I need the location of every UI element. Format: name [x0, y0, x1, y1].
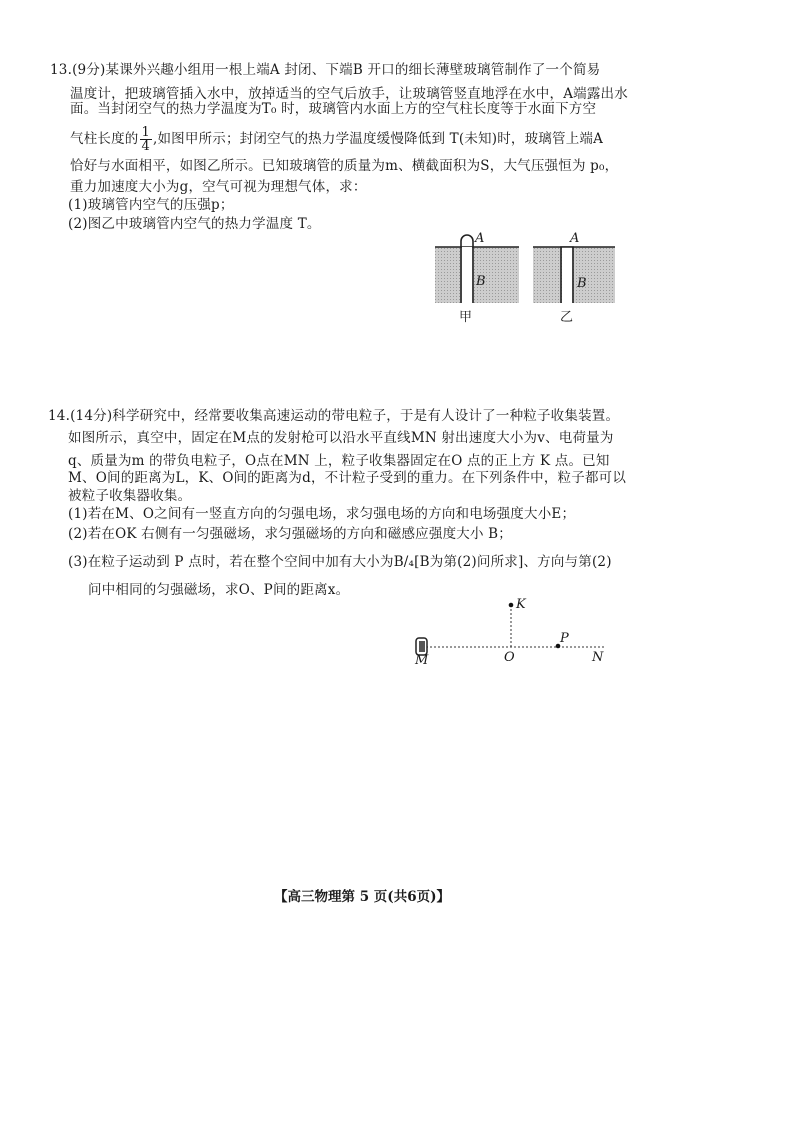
- label-p: P: [560, 631, 569, 646]
- figure-jia-caption: 甲: [459, 310, 473, 325]
- q13-line-6: 重力加速度大小为g，空气可视为理想气体，求：: [70, 179, 367, 195]
- q13-line-4: [70, 124, 603, 154]
- fraction-numerator: 1: [141, 125, 150, 140]
- emitter-gun-barrel: [419, 641, 425, 652]
- q14-sub-3a: (3)在粒子运动到 P 点时，若在整个空间中加有大小为B/₄[B为第(2)问所求]、方向与第(2): [68, 554, 612, 570]
- q13-line-1: 13.(9分)某课外兴趣小组用一根上端A 封闭、下端B 开口的细长薄壁玻璃管制作了一个简易: [50, 62, 601, 78]
- q14-line-2: 如图所示，真空中，固定在M点的发射枪可以沿水平直线MN 射出速度大小为v、电荷量为: [68, 430, 614, 446]
- page-footer-text: 【高三物理第 5 页(共6页)】: [274, 889, 450, 905]
- water-region: [533, 247, 615, 303]
- fraction-one-quarter: [140, 126, 152, 153]
- q13-line-5: 恰好与水面相平，如图乙所示。已知玻璃管的质量为m、横截面积为S，大气压强恒为 p₀，: [70, 158, 619, 174]
- q13-line-4-start: 气柱长度的: [70, 131, 139, 147]
- label-m: M: [415, 653, 429, 668]
- figure-particle-collector: [410, 595, 610, 670]
- point-k: [509, 603, 514, 608]
- q13-sub-1: (1)玻璃管内空气的压强p；: [68, 197, 234, 213]
- fraction-denominator: 4: [141, 139, 150, 154]
- label-k: K: [516, 597, 526, 612]
- figure-yi-label-a: A: [570, 231, 580, 246]
- q13-sub-2: (2)图乙中玻璃管内空气的热力学温度 T。: [68, 216, 321, 232]
- figure-yi: [528, 230, 618, 325]
- figure-jia: [432, 230, 522, 325]
- page-footer: [0, 885, 800, 905]
- q14-line-5: 被粒子收集器收集。: [68, 488, 192, 504]
- label-n: N: [592, 650, 604, 665]
- q13-line-3: 面。当封闭空气的热力学温度为T₀ 时，玻璃管内水面上方的空气柱长度等于水面下方空: [70, 101, 597, 117]
- tube-interior: [562, 247, 572, 303]
- q14-line-4: M、O间的距离为L，K、O间的距离为d，不计粒子受到的重力。在下列条件中，粒子都可以: [68, 470, 627, 486]
- figure-jia-label-b: B: [476, 274, 486, 289]
- q13-line-2: 温度计，把玻璃管插入水中，放掉适当的空气后放手，让玻璃管竖直地浮在水中，A端露出水: [70, 86, 628, 102]
- q14-sub-1: (1)若在M、O之间有一竖直方向的匀强电场，求匀强电场的方向和电场强度大小E；: [68, 506, 576, 522]
- figure-yi-caption: 乙: [560, 310, 574, 325]
- q14-sub-2: (2)若在OK 右侧有一匀强磁场，求匀强磁场的方向和磁感应强度大小 B；: [68, 526, 512, 542]
- q14-line-1: 14.(14分)科学研究中，经常要收集高速运动的带电粒子，于是有人设计了一种粒子收集装置。: [48, 408, 620, 424]
- figure-jia-label-a: A: [475, 231, 485, 246]
- q13-line-4-end: ,如图甲所示；封闭空气的热力学温度缓慢降低到 T(未知)时，玻璃管上端A: [152, 131, 604, 147]
- figure-yi-label-b: B: [577, 276, 587, 291]
- q14-sub-3b: 问中相同的匀强磁场，求O、P间的距离x。: [88, 582, 350, 598]
- label-o: O: [504, 650, 515, 665]
- q14-line-3: q、质量为m 的带负电粒子，O点在MN 上，粒子收集器固定在O 点的正上方 K 点。已知: [68, 453, 610, 469]
- tube-interior: [462, 247, 472, 303]
